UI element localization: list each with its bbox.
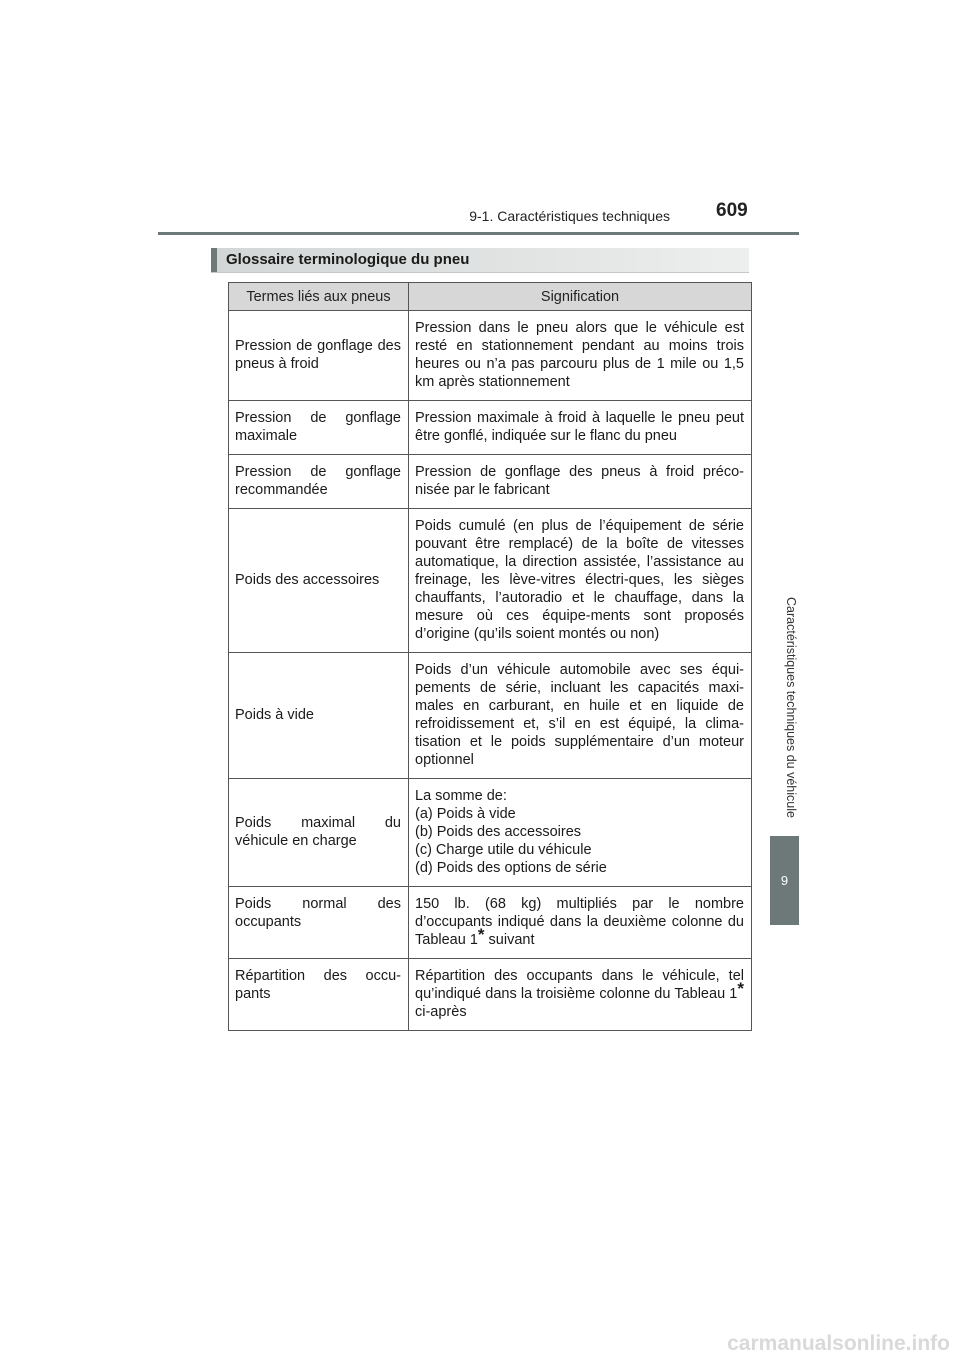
meaning-line: (b) Poids des accessoires [415,824,582,840]
meaning-cell: Poids cumulé (en plus de l’équipement de série pouvant être remplacé) de la boîte de vitesses automatique, la direction assistée, l’assistance au freinage, les lève-vitres électri-ques, les sièges chauffants, l’autoradio et le chauffage, dans la mesure où ces équipe-ments sont proposés d’origine (qu’ils soient montés ou non) [409,509,752,653]
table-row [229,455,752,509]
table-row [229,401,752,455]
side-tab-chapter-title: Caractéristiques techniques du véhicule [784,596,798,818]
section-heading [211,248,749,273]
meaning-line: (a) Poids à vide [415,806,516,822]
table-row [229,887,752,959]
side-tab-chapter-number: 9 [770,836,799,925]
meaning-line: (d) Poids des options de série [415,860,607,876]
term-cell: Pression de gonflage des pneus à froid [229,311,409,401]
footnote-marker: * [477,925,485,944]
tire-glossary-table [228,282,752,1031]
meaning-line: (c) Charge utile du véhicule [415,842,592,858]
column-header-meaning: Signification [409,283,752,311]
meaning-cell [409,959,752,1031]
header-section-title: 9-1. Caractéristiques techniques [469,208,670,224]
section-heading-text: Glossaire terminologique du pneu [226,251,470,268]
header-divider [158,232,799,235]
meaning-cell: Pression dans le pneu alors que le véhicule est resté en stationnement pendant au moins trois heures ou n’a pas parcouru plus de 1 mile ou 1,5 km après stationnement [409,311,752,401]
meaning-line: La somme de: [415,788,507,804]
meaning-cell: Poids d’un véhicule automobile avec ses équi-pements de série, incluant les capacités maxi-males en carburant, en huile et en liquide de refroidissement et, s’il en est équipé, la clima-tisation et le poids supplémentaire d’un moteur optionnel [409,653,752,779]
table-row [229,509,752,653]
term-cell: Poids des accessoires [229,509,409,653]
table-row [229,653,752,779]
meaning-text: 150 lb. (68 kg) multipliés par le nombre d’occupants indiqué dans la deuxième colonne du Tableau 1 [415,896,744,948]
meaning-cell [409,887,752,959]
term-cell: Répartition des occu-pants [229,959,409,1031]
table-row [229,311,752,401]
term-cell: Poids à vide [229,653,409,779]
table-header-row [229,283,752,311]
meaning-cell [409,779,752,887]
column-header-terms: Termes liés aux pneus [229,283,409,311]
page-number: 609 [716,200,748,221]
table-row [229,959,752,1031]
meaning-cell: Pression de gonflage des pneus à froid préco-nisée par le fabricant [409,455,752,509]
term-cell: Poids maximal du véhicule en charge [229,779,409,887]
table-row [229,779,752,887]
meaning-text-suffix: suivant [484,932,535,948]
term-cell: Pression de gonflage recommandée [229,455,409,509]
term-cell: Poids normal des occupants [229,887,409,959]
meaning-text-suffix: ci-après [415,1004,467,1020]
watermark-text: carmanualsonline.info [727,1332,950,1355]
meaning-cell: Pression maximale à froid à laquelle le pneu peut être gonflé, indiquée sur le flanc du pneu [409,401,752,455]
footnote-marker: * [737,979,744,998]
section-heading-accent-bar [211,248,217,272]
meaning-text: Répartition des occupants dans le véhicule, tel qu’indiqué dans la troisième colonne du Tableau 1 [415,968,744,1002]
term-cell: Pression de gonflage maximale [229,401,409,455]
watermark-area [574,1327,960,1358]
